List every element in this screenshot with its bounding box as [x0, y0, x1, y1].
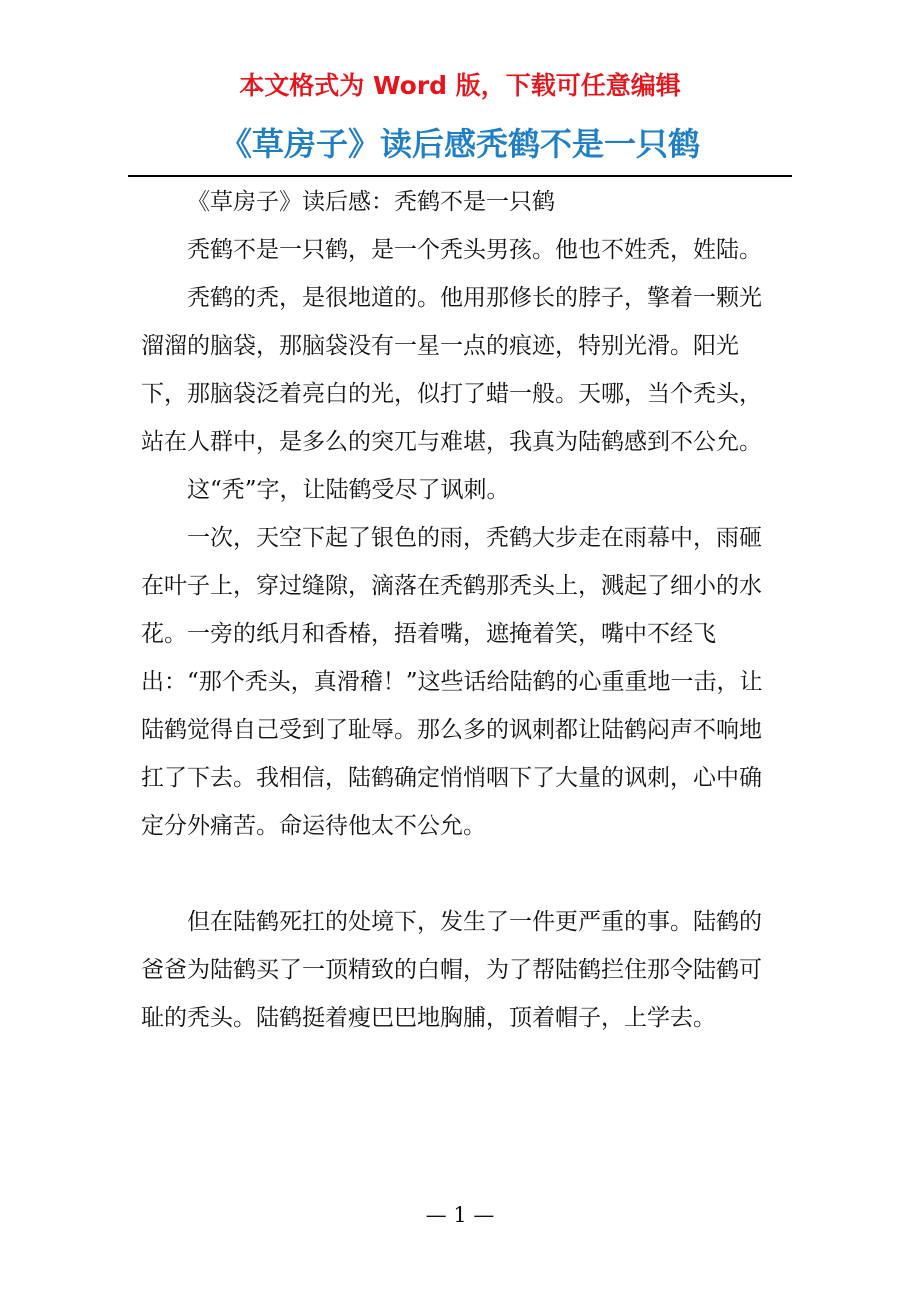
document-body [141, 178, 763, 1042]
title-divider [128, 175, 792, 177]
document-title: 《草房子》读后感秃鹤不是一只鹤 [219, 125, 700, 163]
subtitle-paragraph: 《草房子》读后感：秃鹤不是一只鹤 [187, 189, 555, 215]
body-paragraph: 这“秃”字，让陆鹤受尽了讽刺。 [187, 477, 510, 503]
format-notice: 本文格式为 Word 版，下载可任意编辑 [239, 71, 681, 100]
body-paragraph: 秃鹤不是一只鹤，是一个秃头男孩。他也不姓秃，姓陆。 [187, 237, 762, 263]
paragraph-spacer [141, 850, 763, 898]
body-paragraph: 一次，天空下起了银色的雨，秃鹤大步走在雨幕中，雨砸在叶子上，穿过缝隙，滴落在秃鹤那秃头上，溅起了细小的水花。一旁的纸月和香椿，捂着嘴，遮掩着笑，嘴中不经飞出：“那个秃头，真滑稽！”这些话给陆鹤的心重重地一击，让陆鹤觉得自己受到了耻辱。那么多的讽刺都让陆鹤闷声不响地扛了下去。我相信，陆鹤确定悄悄咽下了大量的讽刺，心中确定分外痛苦。命运待他太不公允。 [141, 525, 763, 839]
body-paragraph: 但在陆鹤死扛的处境下，发生了一件更严重的事。陆鹤的爸爸为陆鹤买了一顶精致的白帽，为了帮陆鹤拦住那令陆鹤可耻的秃头。陆鹤挺着瘦巴巴地胸脯，顶着帽子，上学去。 [141, 909, 762, 1031]
page-number: — 1 — [425, 1203, 495, 1227]
body-paragraph: 秃鹤的秃，是很地道的。他用那修长的脖子，擎着一颗光溜溜的脑袋，那脑袋没有一星一点的痕迹，特别光滑。阳光下，那脑袋泛着亮白的光，似打了蜡一般。天哪，当个秃头，站在人群中，是多么的突兀与难堪，我真为陆鹤感到不公允。 [141, 285, 762, 455]
